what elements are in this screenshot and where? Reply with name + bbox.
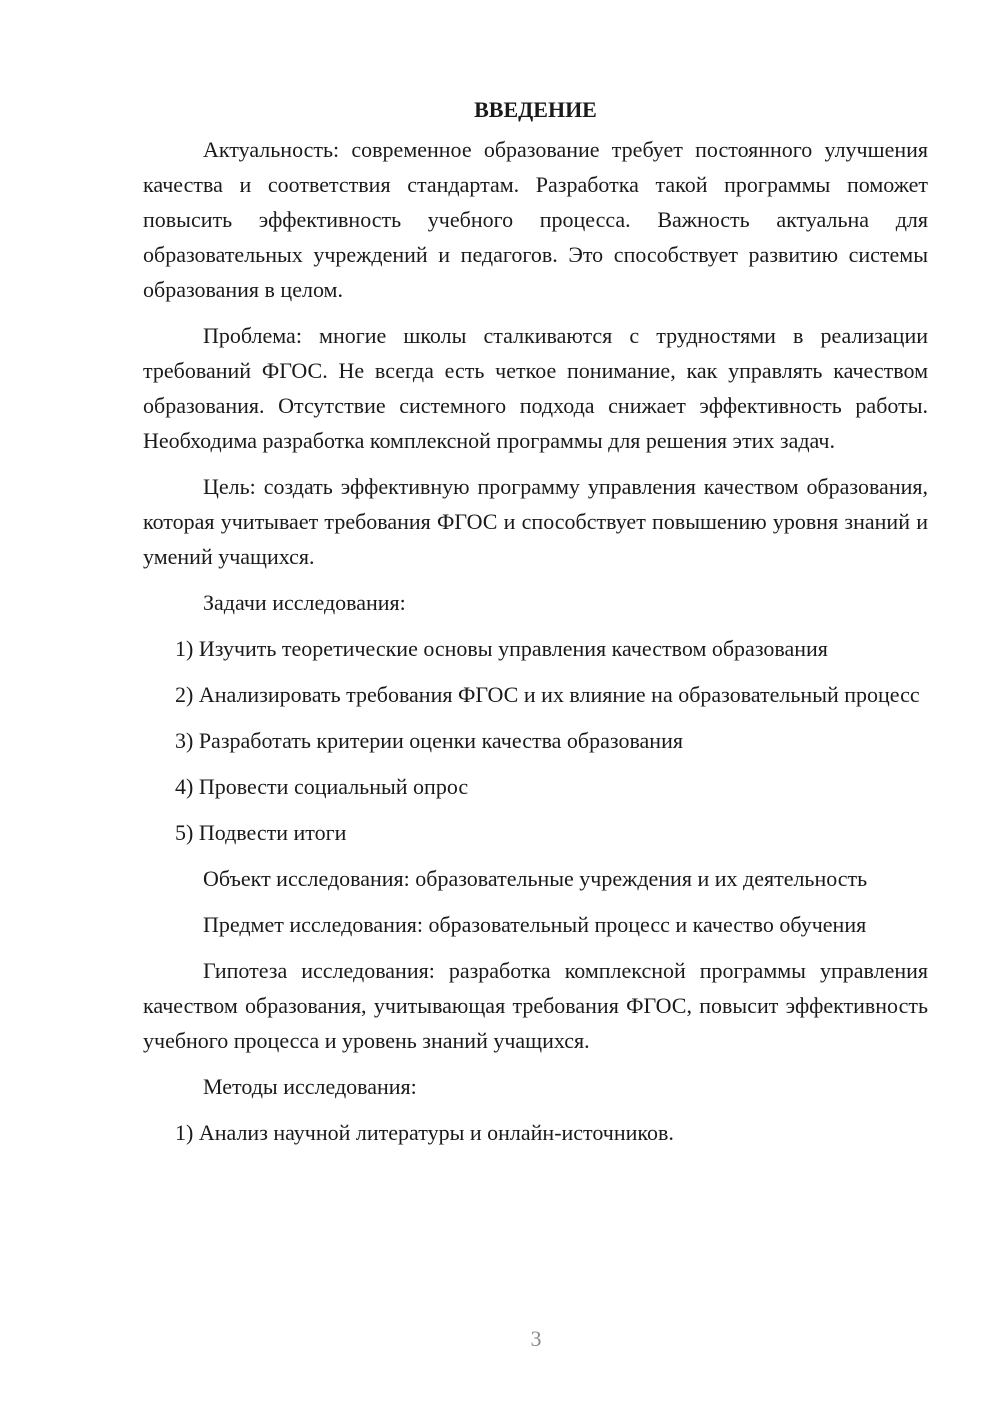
paragraph-problem: Проблема: многие школы сталкиваются с трудностями в реализации требований ФГОС. Не всегда есть четкое понимание, как управлять качеством образования. Отсутствие системного подхода снижает эффективность работы. Необходима разработка комплексной программы для решения этих задач. xyxy=(143,323,928,453)
paragraph-object: Объект исследования: образовательные учреждения и их деятельность xyxy=(203,866,868,891)
paragraph-relevance: Актуальность: современное образование требует постоянного улучшения качества и соответствия стандартам. Разработка такой программы поможет повысить эффективность учебного процесса. Важность актуальна для образовательных учреждений и педагогов. Это способствует развитию системы образования в целом. xyxy=(143,137,928,302)
document-page xyxy=(143,92,928,1161)
page-number: 3 xyxy=(530,1326,542,1351)
tasks-heading: Задачи исследования: xyxy=(203,590,406,615)
section-heading: ВВЕДЕНИЕ xyxy=(474,97,597,122)
task-item-1: 1) Изучить теоретические основы управления качеством образования xyxy=(175,636,828,661)
paragraph-goal: Цель: создать эффективную программу управления качеством образования, которая учитывает требования ФГОС и способствует повышению уровня знаний и умений учащихся. xyxy=(143,474,928,569)
task-item-3: 3) Разработать критерии оценки качества образования xyxy=(175,728,683,753)
paragraph-hypothesis: Гипотеза исследования: разработка комплексной программы управления качеством образования, учитывающая требования ФГОС, повысит эффективность учебного процесса и уровень знаний учащихся. xyxy=(143,958,928,1053)
method-item-1: 1) Анализ научной литературы и онлайн-источников. xyxy=(175,1120,674,1145)
task-item-2: 2) Анализировать требования ФГОС и их влияние на образовательный процесс xyxy=(175,682,920,707)
paragraph-subject: Предмет исследования: образовательный процесс и качество обучения xyxy=(203,912,867,937)
task-item-5: 5) Подвести итоги xyxy=(175,820,347,845)
methods-heading: Методы исследования: xyxy=(203,1074,417,1099)
task-item-4: 4) Провести социальный опрос xyxy=(175,774,469,799)
